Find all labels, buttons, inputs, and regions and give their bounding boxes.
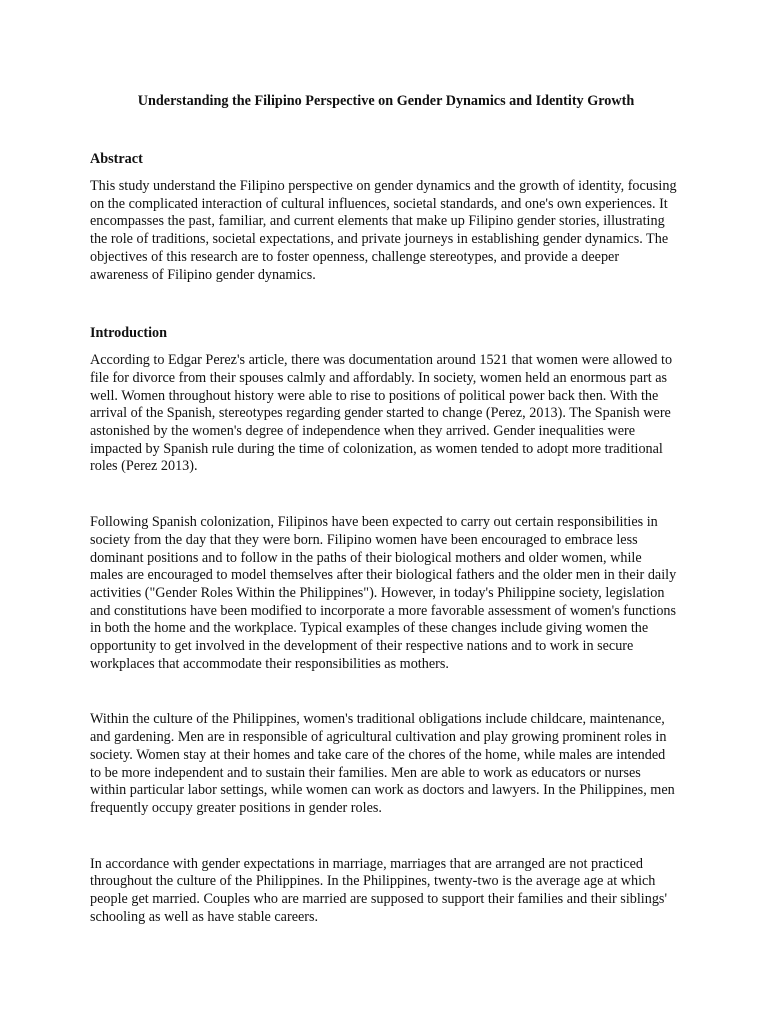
document-title: Understanding the Filipino Perspective on Gender Dynamics and Identity Growth bbox=[137, 93, 635, 109]
introduction-paragraph-2: Following Spanish colonization, Filipinos have been expected to carry out certain responsibilities in society from the day that they were born. Filipino women have been encouraged to embrace less dominant positions and to follow in the paths of their biological mothers and older women, while males are encouraged to model themselves after their biological fathers and the older men in their daily activities ("Gender Roles Within the Philippines"). However, in today's Philippine society, legislation and constitutions have been modified to incorporate a more favorable assessment of women's functions in both the home and the workplace. Typical examples of these changes include giving women the opportunity to get involved in the development of their respective nations and to work in secure workplaces that accommodate their responsibilities as mothers. bbox=[90, 514, 677, 672]
introduction-paragraph-4: In accordance with gender expectations in marriage, marriages that are arranged are not practiced throughout the culture of the Philippines. In the Philippines, twenty-two is the average age at which people get married. Couples who are married are supposed to support their families and their siblings' schooling as well as have stable careers. bbox=[90, 855, 667, 925]
abstract-paragraph: This study understand the Filipino perspective on gender dynamics and the growth of identity, focusing on the complicated interaction of cultural influences, societal standards, and one's own experiences. It encompasses the past, familiar, and current elements that make up Filipino gender stories, illustrating the role of traditions, societal expectations, and private journeys in establishing gender dynamics. The objectives of this research are to foster openness, challenge stereotypes, and provide a deeper awareness of Filipino gender dynamics. bbox=[90, 178, 677, 283]
introduction-heading: Introduction bbox=[90, 325, 167, 342]
abstract-heading: Abstract bbox=[90, 151, 143, 167]
introduction-paragraph-3: Within the culture of the Philippines, women's traditional obligations include childcare, maintenance, and gardening. Men are in responsible of agricultural cultivation and play growing prominent roles in society. Women stay at their homes and take care of the chores of the home, while males are intended to be more independent and to sustain their families. Men are able to work as educators or nurses within particular labor settings, while women can work as doctors and lawyers. In the Philippines, men frequently occupy greater positions in gender roles. bbox=[90, 711, 675, 816]
introduction-paragraph-1: According to Edgar Perez's article, there was documentation around 1521 that women were allowed to file for divorce from their spouses calmly and affordably. In society, women held an enormous part as well. Women throughout history were able to rise to positions of political power back then. With the arrival of the Spanish, stereotypes regarding gender started to change (Perez, 2013). The Spanish were astonished by the women's degree of independence when they arrived. Gender inequalities were impacted by Spanish rule during the time of colonization, as women tended to adopt more traditional roles (Perez 2013). bbox=[90, 352, 673, 475]
